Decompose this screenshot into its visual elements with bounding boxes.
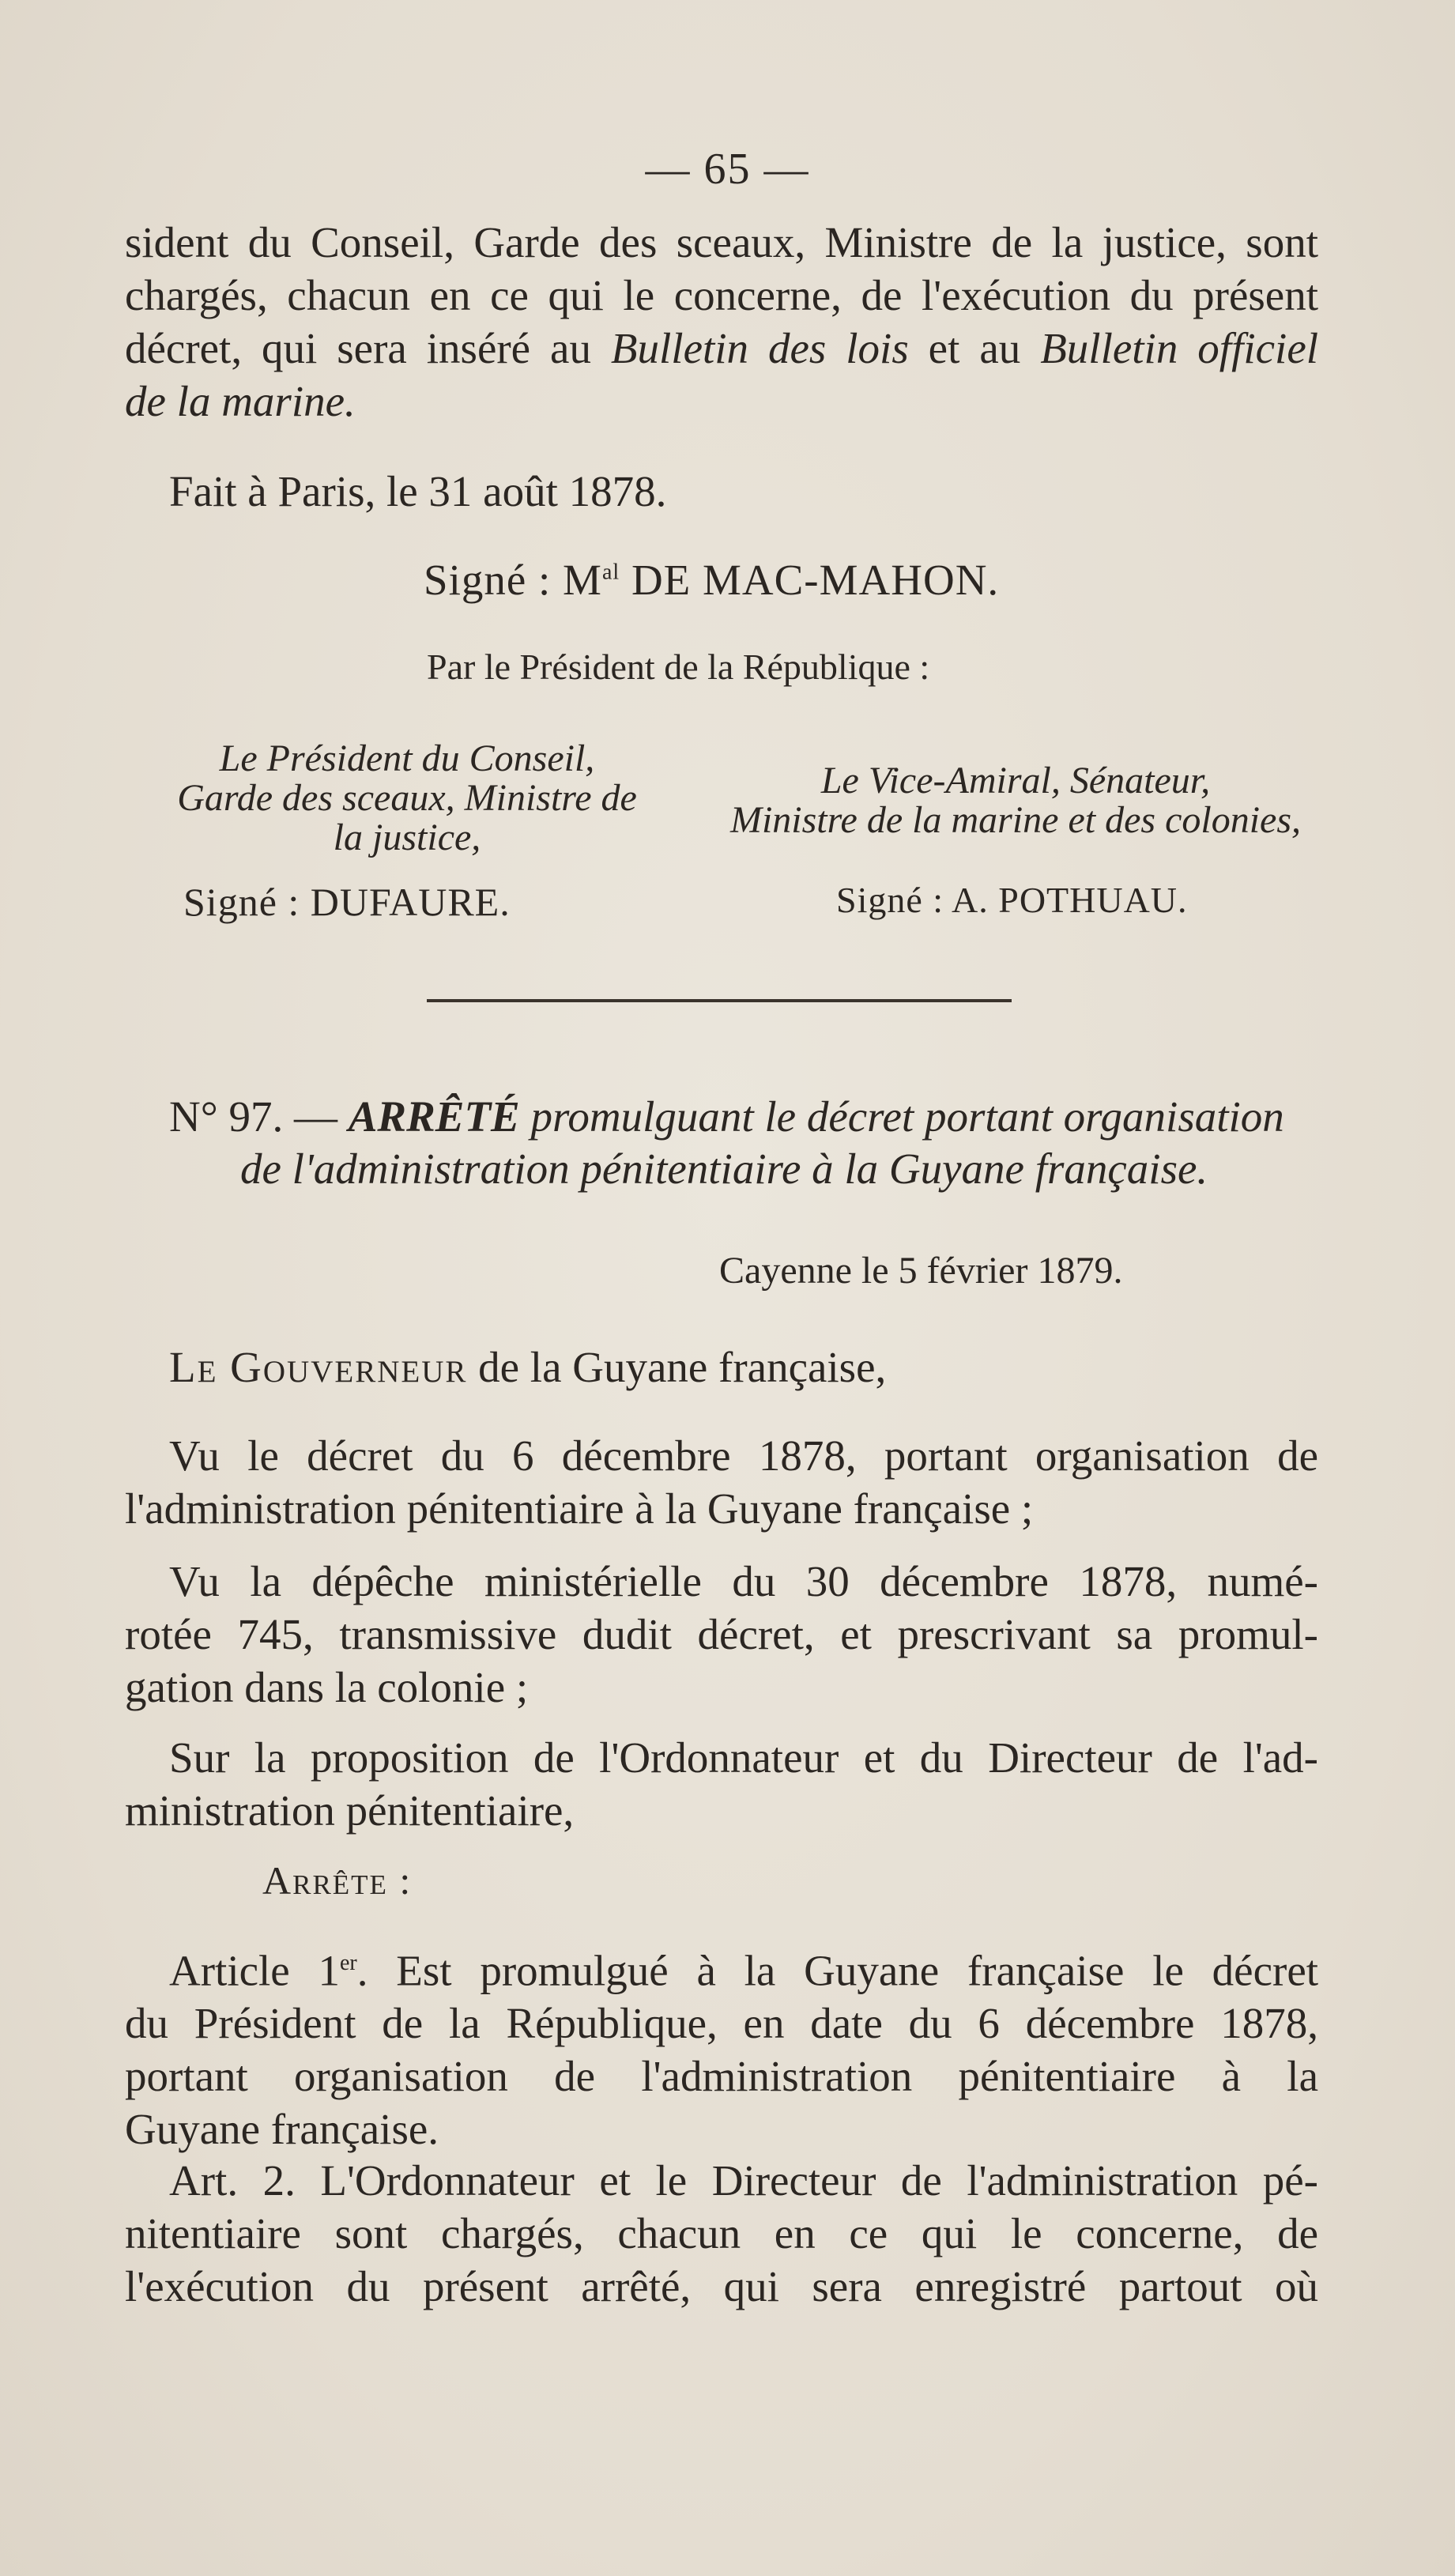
text-line: Vu le décret du 6 décembre 1878, portant organisation de	[169, 1431, 1318, 1480]
text-line: ministration pénitentiaire,	[125, 1786, 575, 1835]
dufaure-signature: Signé : DUFAURE.	[183, 880, 511, 924]
text-line: Vu la dépêche ministérielle du 30 décembre 1878, numé-	[169, 1557, 1318, 1605]
text-line: chargés, chacun en ce qui le concerne, de l'exécution du présent	[125, 271, 1318, 319]
arrete-heading-line2: de l'administration pénitentiaire à la Guyane française.	[240, 1145, 1208, 1193]
consideration-1	[125, 1429, 1318, 1535]
text-line: rotée 745, transmissive dudit décret, et prescrivant sa promul-	[125, 1610, 1318, 1658]
arrete-title: promulguant le décret portant organisation	[519, 1092, 1284, 1141]
page-number: — 65 —	[645, 145, 810, 194]
text-line: l'exécution du présent arrêté, qui sera enregistré partout où	[125, 2262, 1318, 2310]
text-span: . Est promulgué à la Guyane française le décret	[356, 1946, 1319, 1995]
arrete-heading-line1	[169, 1092, 1284, 1141]
arrete-label: ARRÊTÉ	[348, 1092, 520, 1141]
text-line: de la marine.	[125, 377, 356, 425]
text-line: gation dans la colonie ;	[125, 1663, 529, 1711]
text-line: l'administration pénitentiaire à la Guyane française ;	[125, 1484, 1034, 1533]
text-line	[125, 1937, 1318, 1997]
governor-line	[169, 1342, 886, 1392]
signature-name: DE MAC-MAHON.	[620, 556, 1000, 604]
pothuau-signature: Signé : A. POTHUAU.	[836, 880, 1188, 920]
text-line: du Président de la République, en date du 6 décembre 1878,	[125, 1999, 1318, 2048]
signature-prefix: Signé : M	[424, 556, 602, 604]
signatory-line: Garde des sceaux, Ministre de	[177, 777, 637, 819]
signature-superscript: al	[601, 560, 620, 585]
intro-paragraph	[125, 216, 1318, 428]
bulletin-des-lois-title: Bulletin des lois	[610, 324, 909, 372]
text-line: portant organisation de l'administration pénitentiaire à la	[125, 2052, 1318, 2101]
signatory-line: Ministre de la marine et des colonies,	[729, 799, 1302, 841]
place-date: Cayenne le 5 février 1879.	[719, 1250, 1123, 1292]
signatory-line: Le Vice-Amiral, Sénateur,	[820, 760, 1211, 801]
arrete-word: Arrête :	[262, 1858, 413, 1903]
signatory-line: la justice,	[333, 817, 481, 858]
governor-title: Le Gouverneur	[169, 1343, 468, 1391]
text-line: Sur la proposition de l'Ordonnateur et du Directeur de l'ad-	[169, 1733, 1318, 1782]
text-line: Art. 2. L'Ordonnateur et le Directeur de l'administration pé-	[169, 2156, 1318, 2204]
consideration-2	[125, 1555, 1318, 1714]
article-label: Article 1	[169, 1946, 340, 1995]
signatory-line: Le Président du Conseil,	[219, 737, 595, 779]
right-signatory	[711, 761, 1320, 840]
article-superscript: er	[340, 1951, 357, 1975]
left-signatory	[126, 739, 688, 858]
bulletin-officiel-title: Bulletin officiel	[1040, 324, 1319, 372]
article-2	[125, 2154, 1318, 2313]
governor-rest: de la Guyane française,	[467, 1343, 887, 1391]
arrete-number: N° 97. —	[169, 1092, 349, 1141]
done-at-line: Fait à Paris, le 31 août 1878.	[169, 467, 667, 515]
text-span: et au	[908, 324, 1041, 372]
article-1	[125, 1937, 1318, 2155]
president-signature	[424, 555, 999, 605]
consideration-3	[125, 1731, 1318, 1837]
by-president-line: Par le Président de la République :	[427, 647, 930, 687]
section-divider	[427, 999, 1012, 1002]
text-line: Guyane française.	[125, 2105, 439, 2154]
text-line	[125, 322, 1318, 375]
text-span: décret, qui sera inséré au	[125, 324, 611, 372]
text-line: nitentiaire sont chargés, chacun en ce qui le concerne, de	[125, 2209, 1318, 2257]
text-line: sident du Conseil, Garde des sceaux, Ministre de la justice, sont	[125, 218, 1318, 266]
